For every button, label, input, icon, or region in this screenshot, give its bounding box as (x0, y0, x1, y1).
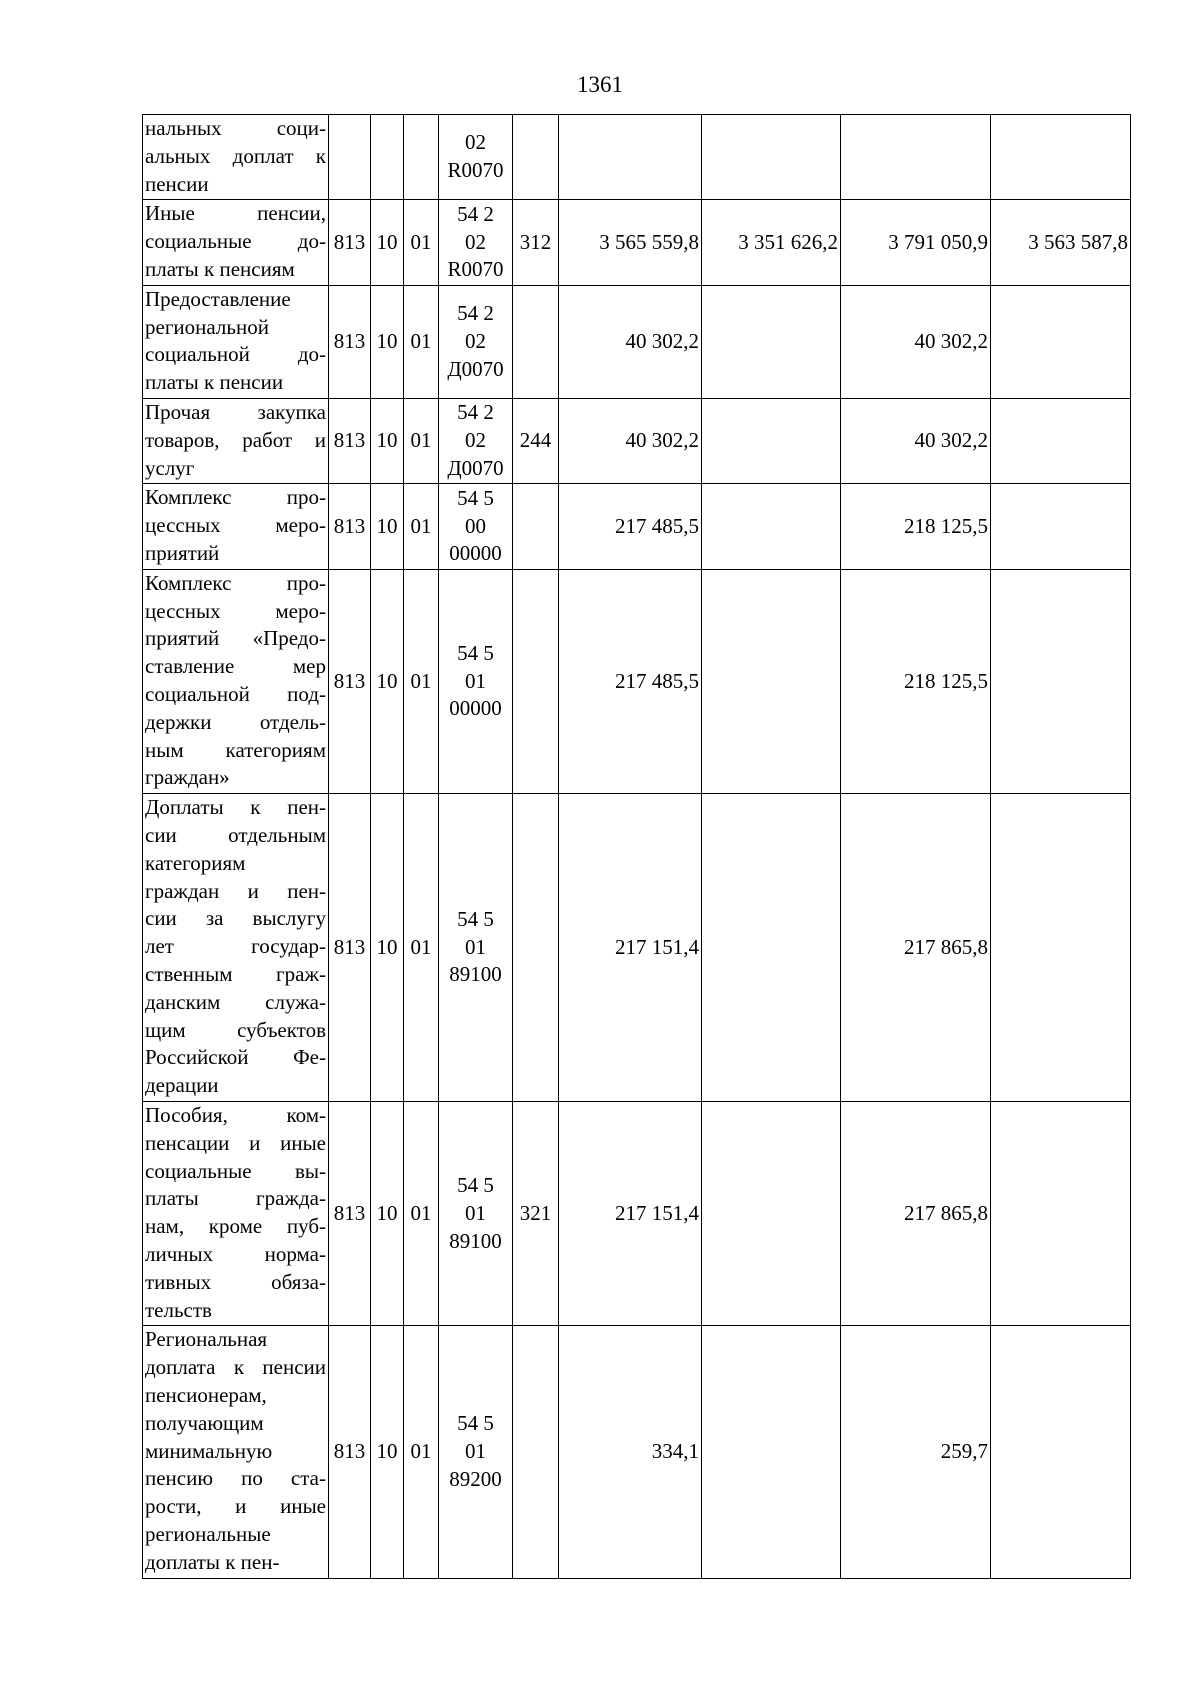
subsection-code-cell: 01 (404, 285, 439, 398)
subsection-code-cell: 01 (404, 1101, 439, 1325)
amount-cell-4 (991, 484, 1131, 569)
amount-cell-1: 40 302,2 (559, 398, 702, 483)
expense-name-line: граждан и пен- (145, 878, 326, 903)
target-article-line: 89100 (449, 962, 502, 987)
table-row (143, 1326, 1131, 1578)
amount-cell-3: 40 302,2 (841, 398, 991, 483)
amount-cell-1 (559, 115, 702, 200)
target-article-cell (439, 115, 513, 200)
target-article-line: Д0070 (447, 456, 504, 481)
expense-type-cell (513, 115, 559, 200)
expense-name-line: услуг (145, 455, 195, 480)
subsection-code-cell: 01 (404, 484, 439, 569)
subsection-code-cell (404, 115, 439, 200)
amount-cell-3: 218 125,5 (841, 484, 991, 569)
ved-code-cell: 813 (329, 398, 371, 483)
target-article-line: 54 5 (457, 1172, 494, 1197)
target-article-line: 54 2 (457, 400, 494, 425)
ved-code-cell: 813 (329, 200, 371, 285)
target-article-line: 00000 (449, 696, 502, 721)
expense-type-cell: 312 (513, 200, 559, 285)
expense-name-line: получающим (145, 1410, 264, 1435)
expense-name-line: тивных обяза- (145, 1269, 326, 1294)
target-article-cell (439, 200, 513, 285)
target-article-line: 54 2 (457, 301, 494, 326)
amount-cell-1: 334,1 (559, 1326, 702, 1578)
target-article-cell (439, 285, 513, 398)
target-article-line: 00 (465, 513, 486, 538)
section-code-cell: 10 (371, 569, 404, 793)
expense-name-cell (143, 285, 329, 398)
target-article-line: 54 5 (457, 906, 494, 931)
expense-name-line: доплата к пенсии (145, 1355, 326, 1380)
target-article-cell (439, 484, 513, 569)
target-article-cell (439, 569, 513, 793)
amount-cell-2 (702, 1101, 841, 1325)
amount-cell-2 (702, 569, 841, 793)
expense-name-line: цессных меро- (145, 598, 326, 623)
target-article-line: R0070 (447, 158, 504, 183)
target-article-line: 89100 (449, 1228, 502, 1253)
expense-name-cell (143, 569, 329, 793)
expense-name-line: лет государ- (145, 934, 326, 959)
target-article-cell (439, 1101, 513, 1325)
expense-name-line: тельств (145, 1297, 212, 1322)
expense-name-line: минимальную (145, 1438, 273, 1463)
expense-name-cell (143, 1326, 329, 1578)
amount-cell-4 (991, 569, 1131, 793)
expense-name-line: сии за выслугу (145, 906, 326, 931)
expense-name-line: приятий (145, 540, 220, 565)
section-code-cell: 10 (371, 794, 404, 1102)
subsection-code-cell: 01 (404, 200, 439, 285)
amount-cell-1: 3 565 559,8 (559, 200, 702, 285)
expense-name-line: дерации (145, 1073, 219, 1098)
expense-type-cell: 244 (513, 398, 559, 483)
expense-name-line: Прочая закупка (145, 399, 326, 424)
expense-name-line: Российской Фе- (145, 1045, 326, 1070)
target-article-line: 54 5 (457, 640, 494, 665)
target-article-cell (439, 794, 513, 1102)
expense-name-cell (143, 398, 329, 483)
expense-name-line: Комплекс про- (145, 485, 326, 510)
expense-type-cell (513, 285, 559, 398)
target-article-line: 00000 (449, 541, 502, 566)
section-code-cell: 10 (371, 200, 404, 285)
expense-name-line: социальной под- (145, 681, 326, 706)
ved-code-cell: 813 (329, 1326, 371, 1578)
expense-name-cell (143, 115, 329, 200)
expense-name-line: доплаты к пен- (145, 1549, 280, 1574)
amount-cell-3: 217 865,8 (841, 794, 991, 1102)
expense-type-cell (513, 794, 559, 1102)
amount-cell-2 (702, 794, 841, 1102)
expense-name-line: Доплаты к пен- (145, 795, 326, 820)
table-row (143, 1101, 1131, 1325)
section-code-cell: 10 (371, 484, 404, 569)
expense-name-line: социальные вы- (145, 1158, 326, 1183)
expense-name-line: пенсии (145, 171, 209, 196)
amount-cell-3: 218 125,5 (841, 569, 991, 793)
subsection-code-cell: 01 (404, 398, 439, 483)
target-article-line: 01 (465, 934, 486, 959)
expense-name-line: товаров, работ и (145, 427, 326, 452)
target-article-line: 02 (465, 130, 486, 155)
amount-cell-1: 40 302,2 (559, 285, 702, 398)
expense-name-cell (143, 1101, 329, 1325)
target-article-line: 02 (465, 428, 486, 453)
target-article-line: 01 (465, 668, 486, 693)
expense-name-line: альных доплат к (145, 143, 326, 168)
target-article-line: 01 (465, 1439, 486, 1464)
expense-name-cell (143, 200, 329, 285)
amount-cell-2 (702, 115, 841, 200)
amount-cell-4 (991, 1326, 1131, 1578)
expense-name-cell (143, 794, 329, 1102)
expense-name-line: социальной до- (145, 342, 326, 367)
table-row (143, 484, 1131, 569)
amount-cell-3: 3 791 050,9 (841, 200, 991, 285)
ved-code-cell: 813 (329, 285, 371, 398)
expense-name-line: нам, кроме пуб- (145, 1214, 326, 1239)
table-row (143, 398, 1131, 483)
amount-cell-2: 3 351 626,2 (702, 200, 841, 285)
expense-name-line: данским служа- (145, 989, 326, 1014)
amount-cell-1: 217 151,4 (559, 794, 702, 1102)
expense-name-line: Региональная (145, 1327, 268, 1352)
amount-cell-4 (991, 1101, 1131, 1325)
expense-name-line: платы к пенсиям (145, 256, 295, 281)
expense-type-cell: 321 (513, 1101, 559, 1325)
expense-name-line: ственным граж- (145, 961, 326, 986)
section-code-cell: 10 (371, 1101, 404, 1325)
expense-name-line: категориям (145, 850, 246, 875)
table-row (143, 794, 1131, 1102)
amount-cell-3: 259,7 (841, 1326, 991, 1578)
amount-cell-4: 3 563 587,8 (991, 200, 1131, 285)
expense-name-line: платы гражда- (145, 1186, 326, 1211)
expense-name-line: региональной (145, 314, 269, 339)
ved-code-cell: 813 (329, 794, 371, 1102)
expense-name-line: социальные до- (145, 229, 326, 254)
expense-name-line: рости, и иные (145, 1494, 326, 1519)
page-number: 1361 (577, 72, 623, 97)
expense-type-cell (513, 1326, 559, 1578)
amount-cell-2 (702, 285, 841, 398)
expense-name-line: пенсию по ста- (145, 1466, 326, 1491)
target-article-line: 02 (465, 328, 486, 353)
amount-cell-2 (702, 484, 841, 569)
expense-name-line: ным категориям (145, 737, 326, 762)
amount-cell-2 (702, 1326, 841, 1578)
section-code-cell: 10 (371, 285, 404, 398)
expense-name-cell (143, 484, 329, 569)
subsection-code-cell: 01 (404, 794, 439, 1102)
amount-cell-4 (991, 794, 1131, 1102)
budget-table (142, 114, 1131, 1579)
expense-name-line: приятий «Предо- (145, 626, 326, 651)
table-row (143, 115, 1131, 200)
amount-cell-4 (991, 285, 1131, 398)
amount-cell-1: 217 485,5 (559, 569, 702, 793)
expense-name-line: щим субъектов (145, 1017, 326, 1042)
table-row (143, 569, 1131, 793)
ved-code-cell: 813 (329, 1101, 371, 1325)
target-article-cell (439, 398, 513, 483)
section-code-cell (371, 115, 404, 200)
subsection-code-cell: 01 (404, 1326, 439, 1578)
expense-name-line: Иные пенсии, (145, 201, 326, 226)
expense-name-line: Комплекс про- (145, 570, 326, 595)
target-article-line: 01 (465, 1200, 486, 1225)
ved-code-cell: 813 (329, 569, 371, 793)
expense-name-line: пенсионерам, (145, 1382, 267, 1407)
table-row (143, 285, 1131, 398)
target-article-line: 54 5 (457, 485, 494, 510)
expense-name-line: ставление мер (145, 654, 326, 679)
target-article-cell (439, 1326, 513, 1578)
target-article-line: 54 2 (457, 201, 494, 226)
amount-cell-3 (841, 115, 991, 200)
amount-cell-3: 217 865,8 (841, 1101, 991, 1325)
ved-code-cell: 813 (329, 484, 371, 569)
amount-cell-4 (991, 115, 1131, 200)
section-code-cell: 10 (371, 1326, 404, 1578)
amount-cell-4 (991, 398, 1131, 483)
target-article-line: R0070 (447, 257, 504, 282)
amount-cell-2 (702, 398, 841, 483)
target-article-line: Д0070 (447, 356, 504, 381)
ved-code-cell (329, 115, 371, 200)
expense-name-line: платы к пенсии (145, 370, 284, 395)
expense-name-line: региональные (145, 1521, 271, 1546)
expense-name-line: сии отдельным (145, 822, 326, 847)
expense-name-line: Предоставление (145, 286, 291, 311)
expense-name-line: нальных соци- (145, 116, 326, 140)
target-article-line: 02 (465, 229, 486, 254)
expense-name-line: граждан» (145, 765, 230, 790)
subsection-code-cell: 01 (404, 569, 439, 793)
target-article-line: 54 5 (457, 1411, 494, 1436)
section-code-cell: 10 (371, 398, 404, 483)
expense-type-cell (513, 569, 559, 793)
expense-name-line: личных норма- (145, 1241, 326, 1266)
expense-name-line: пенсации и иные (145, 1130, 326, 1155)
target-article-line: 89200 (449, 1466, 502, 1491)
expense-name-line: цессных меро- (145, 513, 326, 538)
amount-cell-3: 40 302,2 (841, 285, 991, 398)
amount-cell-1: 217 485,5 (559, 484, 702, 569)
expense-name-line: держки отдель- (145, 709, 326, 734)
table-row (143, 200, 1131, 285)
expense-name-line: Пособия, ком- (145, 1102, 326, 1127)
amount-cell-1: 217 151,4 (559, 1101, 702, 1325)
expense-type-cell (513, 484, 559, 569)
